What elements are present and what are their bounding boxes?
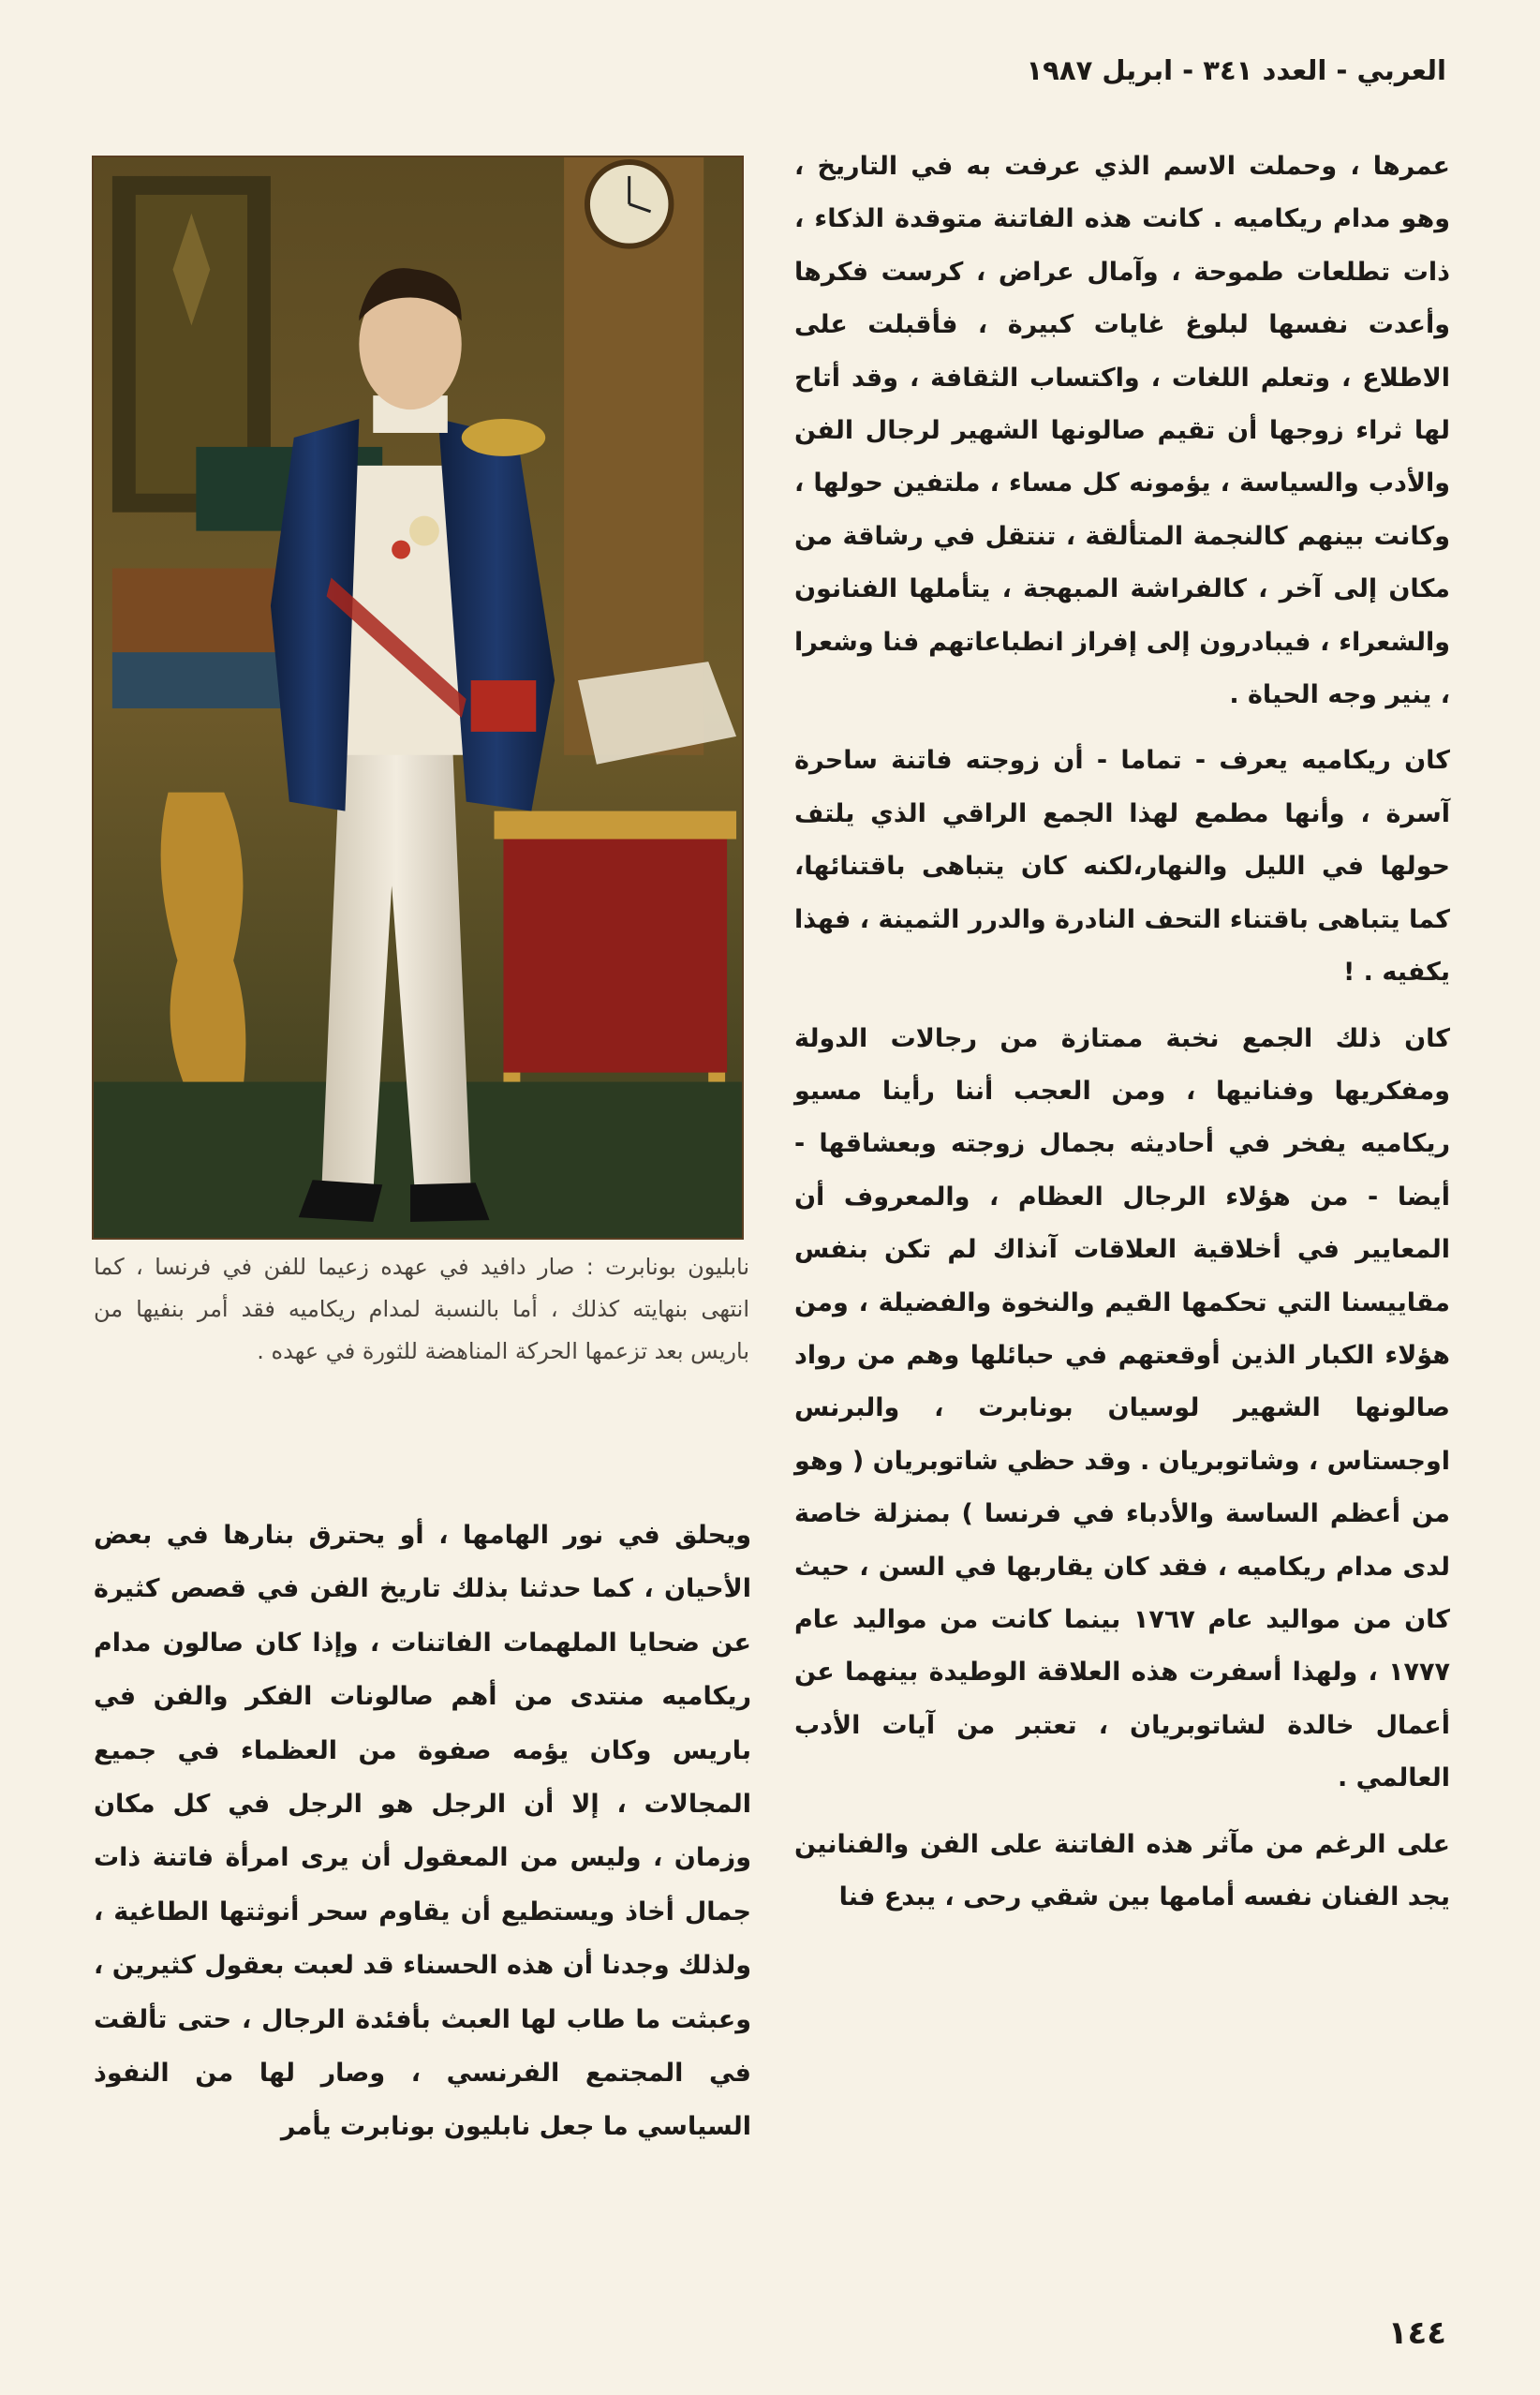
paragraph: كان ريكاميه يعرف - تماما - أن زوجته فاتنة ساحرة آسرة ، وأنها مطمع لهذا الجمع الراقي الذي يلتف حولها في الليل والنهار،لكنه كان يتباهى باقتنائها، كما يتباهى باقتناء التحف النادرة والدرر الثمينة ، فهذا يكفيه . !: [794, 746, 1450, 988]
paragraph: على الرغم من مآثر هذه الفاتنة على الفن والفنانين يجد الفنان نفسه أمامها بين شقي رحى ، يبدع فنا: [794, 1829, 1450, 1912]
paragraph: عمرها ، وحملت الاسم الذي عرفت به في التاريخ ، وهو مدام ريكاميه . كانت هذه الفاتنة متوقدة الذكاء ، ذات تطلعات طموحة ، وآمال عراض ، كرست فكرها وأعدت نفسها لبلوغ غايات كبيرة ، فأقبلت على الاطلاع ، وتعلم اللغات ، واكتساب الثقافة ، وقد أتاح لها ثراء زوجها أن تقيم صالونها الشهير لرجال الفن والأدب والسياسة ، يؤمونه كل مساء ، ملتفين حولها ، وكانت بينهم كالنجمة المتألقة ، تنتقل في رشاقة من مكان إلى آخر ، كالفراشة المبهجة ، يتأملها الفنانون والشعراء ، فيبادرون إلى إفراز انطباعاتهم فنا وشعرا ، ينير وجه الحياة .: [794, 152, 1450, 710]
figure-caption: نابليون بونابرت : صار دافيد في عهده زعيما للفن في فرنسا ، كما انتهى بنهايته كذلك ، أما بالنسبة لمدام ريكاميه فقد أمر بنفيها من باريس بعد تزعمها الحركة المناهضة للثورة في عهده .: [94, 1254, 749, 1364]
page-number: ١٤٤: [1387, 2314, 1446, 2352]
running-header: العربي - العدد ٣٤١ - ابريل ١٩٨٧: [1026, 54, 1446, 86]
paragraph: كان ذلك الجمع نخبة ممتازة من رجالات الدولة ومفكريها وفنانيها ، ومن العجب أننا رأينا مسيو ريكاميه يفخر في أحاديثه بجمال زوجته وبعشاقها - أيضا - من هؤلاء الرجال العظام ، والمعروف أن المعايير في أخلاقية العلاقات آنذاك لم تكن بنفس مقاييسنا التي تحكمها القيم والنخوة والفضيلة ، ومن هؤلاء الكبار الذين أوقعتهم في حبائلها وهم من رواد صالونها الشهير لوسيان بونابرت ، والبرنس اوجستاس ، وشاتوبريان . وقد حظي شاتوبريان ( وهو من أعظم الساسة والأدباء في فرنسا ) بمنزلة خاصة لدى مدام ريكاميه ، فقد كان يقاربها في السن ، حيث كان من مواليد عام ١٧٦٧ بينما كانت من مواليد عام ١٧٧٧ ، ولهذا أسفرت هذه العلاقة الوطيدة بينهما عن أعمال خالدة لشاتوبريان ، تعتبر من آيات الأدب العالمي .: [794, 1023, 1450, 1793]
left-text-column: [94, 1509, 751, 2154]
napoleon-portrait-image: [92, 156, 744, 1240]
right-text-column: [794, 141, 1450, 1924]
paragraph: ويحلق في نور الهامها ، أو يحترق بنارها في بعض الأحيان ، كما حدثنا بذلك تاريخ الفن في قصص كثيرة عن ضحايا الملهمات الفاتنات ، وإذا كان صالون مدام ريكاميه منتدى من أهم صالونات الفكر والفن في باريس وكان يؤمه صفوة من العظماء في جميع المجالات ، إلا أن الرجل هو الرجل في كل مكان وزمان ، وليس من المعقول أن يرى امرأة فاتنة ذات جمال أخاذ ويستطيع أن يقاوم سحر أنوثتها الطاغية ، ولذلك وجدنا أن هذه الحسناء قد لعبت بعقول كثيرين ، وعبثت ما طاب لها العبث بأفئدة الرجال ، حتى تألقت في المجتمع الفرنسي ، وصار لها من النفوذ السياسي ما جعل نابليون بونابرت يأمر: [94, 1521, 751, 2142]
